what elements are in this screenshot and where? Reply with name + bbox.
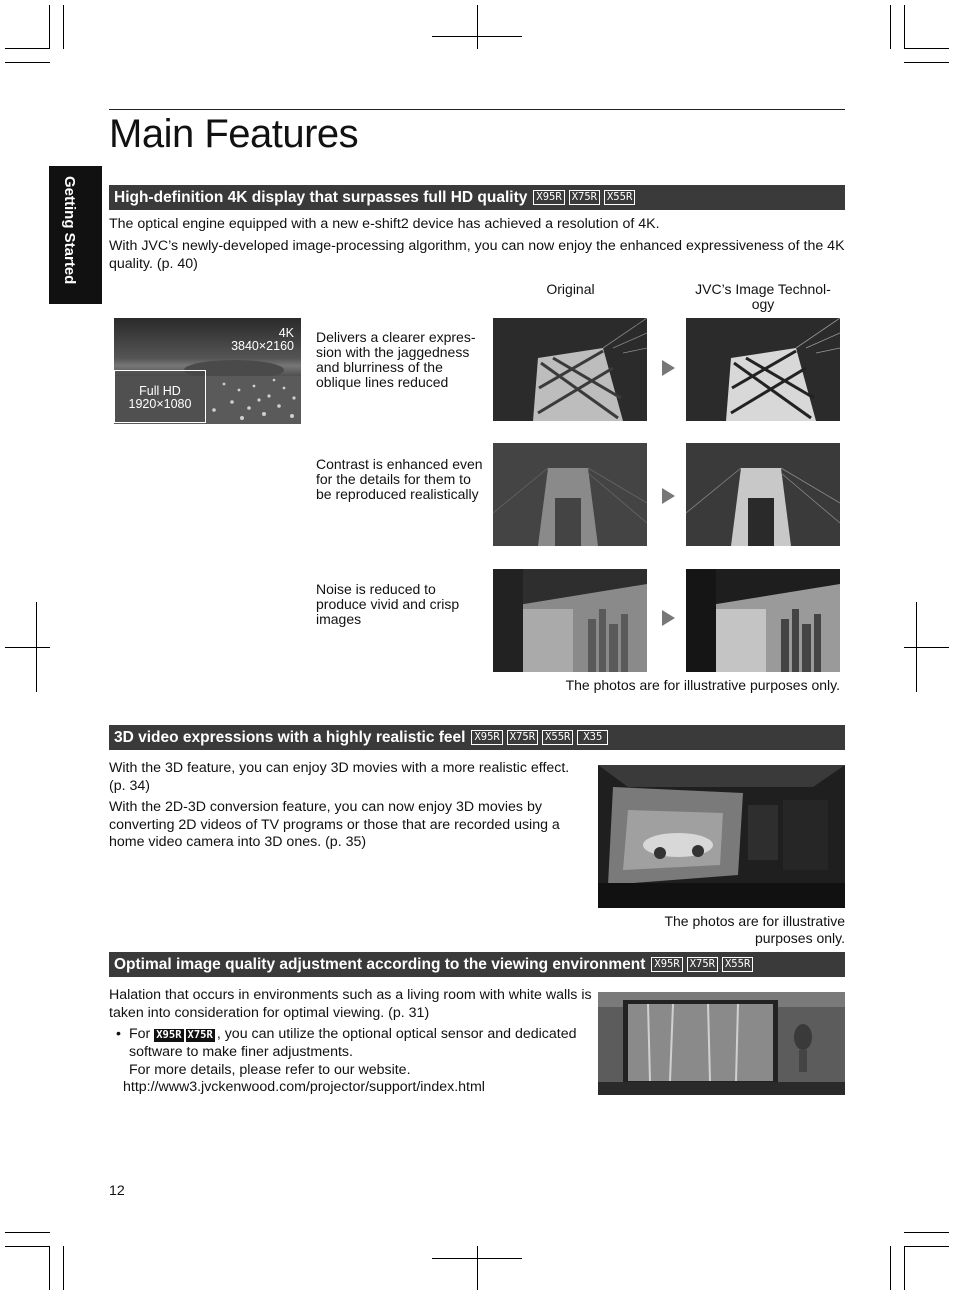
- living-room-photo: [598, 992, 845, 1095]
- crop-mark: [890, 1246, 891, 1290]
- section1-disclaimer: The photos are for illustrative purposes only.: [565, 677, 840, 693]
- crop-mark: [904, 1246, 905, 1290]
- bridge-tower-graphic: [686, 318, 840, 421]
- crop-mark: [477, 5, 478, 49]
- section1-para2: With JVC’s newly-developed image-processing algorithm, you can now enjoy the enhanced expressiveness of the 4K quality. (p. 40): [109, 238, 845, 272]
- bridge-tower-graphic: [493, 443, 647, 546]
- model-badge: X75R: [507, 730, 538, 745]
- crop-mark: [63, 1246, 64, 1290]
- section3-website-note: For more details, please refer to our website.: [129, 1062, 411, 1078]
- bridge-tower-graphic: [493, 318, 647, 421]
- model-badge: X95R: [471, 730, 502, 745]
- crop-mark: [5, 1232, 50, 1233]
- living-room-graphic: [598, 992, 845, 1095]
- crop-mark: [5, 62, 50, 63]
- model-badge: X35: [577, 730, 608, 745]
- crop-mark: [904, 1232, 949, 1233]
- home-theater-3d-photo: [598, 765, 845, 908]
- section2-para1: With the 3D feature, you can enjoy 3D movies with a more realistic effect. (p. 34): [109, 760, 570, 794]
- row1-description: Delivers a clearer expres-sion with the jaggedness and blurriness of the oblique lines reduced: [316, 329, 476, 390]
- right-triangle-arrow-icon: [662, 610, 675, 626]
- section-heading-3d: [109, 725, 845, 750]
- res-4k-label: 4K: [278, 326, 294, 340]
- bridge-city-graphic: [686, 569, 840, 672]
- crop-mark: [904, 48, 949, 49]
- crop-mark: [890, 5, 891, 49]
- crop-mark: [5, 48, 50, 49]
- bridge-tower-graphic: [686, 443, 840, 546]
- bridge-photo-original-2: [493, 443, 647, 546]
- section-heading-text: Optimal image quality adjustment according to the viewing environment: [114, 955, 646, 973]
- home-theater-graphic: [598, 765, 845, 908]
- section-heading-4k: [109, 185, 845, 210]
- res-4k-dims: 3840×2160: [231, 339, 294, 353]
- row3-description: Noise is reduced to produce vivid and crisp images: [316, 581, 460, 627]
- model-badge: X75R: [569, 190, 600, 205]
- support-url-link[interactable]: http://www3.jvckenwood.com/projector/support/index.html: [123, 1079, 485, 1095]
- crop-mark: [904, 1246, 949, 1247]
- section1-para1: The optical engine equipped with a new e-shift2 device has achieved a resolution of 4K.: [109, 216, 660, 232]
- crop-mark: [904, 62, 949, 63]
- resolution-comparison-image: [114, 318, 301, 424]
- section-heading-text: High-definition 4K display that surpasses full HD quality: [114, 188, 528, 206]
- row2-description: Contrast is enhanced even for the details for them to be reproduced realistically: [316, 456, 483, 502]
- section3-bullet: [129, 1026, 599, 1061]
- page-title: Main Features: [109, 112, 359, 156]
- model-badge-dark: X75R: [187, 1029, 213, 1041]
- section-heading-text: 3D video expressions with a highly realistic feel: [114, 728, 466, 746]
- crop-mark: [5, 1246, 50, 1247]
- crop-mark: [916, 602, 917, 692]
- section-heading-environment: [109, 952, 845, 977]
- bullet-rest: , you can utilize the optional optical sensor and dedicated software to make finer adjustments.: [129, 1026, 577, 1060]
- crop-mark: [49, 5, 50, 49]
- model-badge: X75R: [687, 957, 718, 972]
- section2-disclaimer: The photos are for illustrative purposes only.: [664, 913, 845, 946]
- res-hd-dims: 1920×1080: [128, 397, 192, 411]
- column-header-jvc: JVC’s Image Technol-ogy: [695, 281, 831, 312]
- model-badge-dark: X95R: [156, 1029, 182, 1041]
- bridge-photo-jvc-3: [686, 569, 840, 672]
- crop-mark: [63, 5, 64, 49]
- right-triangle-arrow-icon: [662, 360, 675, 376]
- crop-mark: [477, 1246, 478, 1290]
- crop-mark: [904, 5, 905, 49]
- model-badge: X95R: [533, 190, 564, 205]
- side-tab: [49, 166, 102, 304]
- model-badge: X55R: [542, 730, 573, 745]
- crop-mark: [5, 647, 50, 648]
- res-hd-label: Full HD: [139, 384, 181, 398]
- column-header-original: Original: [546, 281, 595, 297]
- right-triangle-arrow-icon: [662, 488, 675, 504]
- crop-mark: [49, 1246, 50, 1290]
- model-badge: X55R: [722, 957, 753, 972]
- bullet-prefix: For: [129, 1026, 151, 1042]
- bullet-dot: •: [116, 1026, 121, 1042]
- bridge-photo-original-1: [493, 318, 647, 421]
- title-rule: [109, 109, 845, 110]
- bridge-city-graphic: [493, 569, 647, 672]
- model-badge: X95R: [651, 957, 682, 972]
- crop-mark: [904, 647, 949, 648]
- section2-para2: With the 2D-3D conversion feature, you can now enjoy 3D movies by converting 2D videos of TV programs or those that are recorded using a home video camera into 3D ones. (p. 35): [109, 799, 560, 850]
- bridge-photo-original-3: [493, 569, 647, 672]
- side-tab-label: Getting Started: [61, 176, 78, 285]
- page-number: 12: [109, 1183, 125, 1199]
- crop-mark: [36, 602, 37, 692]
- model-badge: X55R: [604, 190, 635, 205]
- bridge-photo-jvc-2: [686, 443, 840, 546]
- section3-para1: Halation that occurs in environments such as a living room with white walls is taken into consideration for optimal viewing. (p. 31): [109, 987, 592, 1021]
- bridge-photo-jvc-1: [686, 318, 840, 421]
